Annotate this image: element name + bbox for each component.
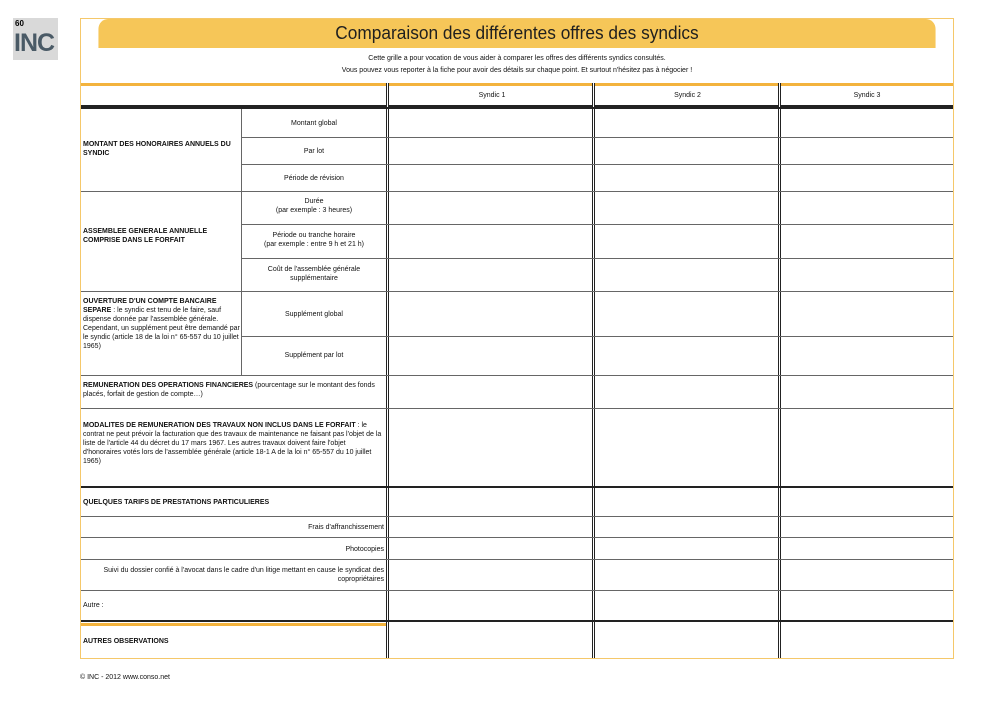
row-par-lot: Par lot: [303, 148, 325, 155]
column-separator: [778, 83, 781, 658]
section-compte-title: OUVERTURE D'UN COMPTE BANCAIRE SEPARE: [83, 298, 217, 314]
row-rule: [81, 537, 953, 538]
row-duree-line-1: Durée: [304, 198, 324, 205]
section-tarifs-label: QUELQUES TARIFS DE PRESTATIONS PARTICULIERES: [83, 499, 270, 506]
row-rule: [81, 516, 953, 517]
row-periode-horaire-line-2: (par exemple : entre 9 h et 21 h): [264, 241, 364, 248]
row-supplement-global: Supplément global: [285, 311, 343, 318]
row-rule: [81, 107, 953, 109]
row-rule: [81, 620, 953, 622]
sub-column-separator: [241, 107, 242, 291]
row-supplement-par-lot: Supplément par lot: [284, 352, 344, 359]
inc-logo: [13, 18, 58, 60]
column-separator: [592, 83, 595, 658]
column-header-syndic-1: Syndic 1: [478, 92, 506, 99]
section-remuneration-label: [83, 381, 383, 399]
row-periode-revision: Période de révision: [284, 175, 344, 182]
row-rule: [241, 224, 953, 225]
section-remuneration-text: (pourcentage sur le montant des fonds placés, forfait de gestion de compte…): [83, 382, 375, 398]
row-rule: [81, 590, 953, 591]
row-rule: [81, 559, 953, 560]
row-periode-horaire: [243, 231, 385, 249]
section-travaux-title: MODALITES DE REMUNERATION DES TRAVAUX NON INCLUS DANS LE FORFAIT: [83, 422, 356, 429]
row-photocopies: Photocopies: [345, 546, 384, 553]
row-autre: Autre :: [83, 602, 104, 609]
row-rule: [241, 258, 953, 259]
section-travaux-label: [83, 421, 383, 466]
sub-column-separator: [241, 291, 242, 375]
column-header-syndic-3: Syndic 3: [853, 92, 881, 99]
orange-rule: [81, 623, 386, 626]
footer-copyright: © INC - 2012 www.conso.net: [80, 674, 170, 681]
row-duree: [243, 197, 385, 215]
row-rule: [81, 408, 953, 409]
section-observations-label: AUTRES OBSERVATIONS: [83, 638, 169, 645]
row-rule: [241, 164, 953, 165]
row-duree-line-2: (par exemple : 3 heures): [275, 207, 353, 214]
section-assemblee-label: ASSEMBLEE GENERALE ANNUELLE COMPRISE DANS LE FORFAIT: [83, 228, 208, 244]
row-cout-assemblee-line-1: Coût de l'assemblée générale: [267, 266, 361, 273]
column-separator: [386, 83, 389, 658]
intro-text: [81, 49, 953, 83]
row-rule: [81, 375, 953, 376]
logo-number: 60: [15, 19, 24, 28]
row-frais-affranchissement: Frais d'affranchissement: [308, 524, 384, 531]
section-remuneration-title: REMUNERATION DES OPERATIONS FINANCIERES: [83, 382, 254, 389]
section-compte-label: [83, 297, 240, 351]
section-compte-text: : le syndic est tenu de le faire, sauf dispense donnée par l'assemblée générale. Cependant, un supplément peut être demandé par le syndic (article 18 de la loi n° 65-557 du 10 juillet 1965): [83, 307, 240, 350]
row-rule: [81, 486, 953, 488]
page-title: Comparaison des différentes offres des syndics: [98, 19, 935, 48]
row-suivi-avocat: Suivi du dossier confié à l'avocat dans le cadre d'un litige mettant en cause le syndicat des copropriétaires: [103, 567, 384, 583]
comparison-sheet: [80, 18, 954, 659]
row-rule: [241, 137, 953, 138]
orange-rule: [81, 83, 953, 86]
column-header-syndic-2: Syndic 2: [674, 92, 701, 99]
intro-line-2: Vous pouvez vous reporter à la fiche pour avoir des détails sur chaque point. Et surtout n'hésitez pas à négocier !: [341, 67, 693, 74]
row-periode-horaire-line-1: Période ou tranche horaire: [272, 232, 356, 239]
row-rule: [81, 291, 953, 292]
row-rule: [241, 336, 953, 337]
row-rule: [81, 191, 953, 192]
logo-word: INC: [14, 29, 55, 57]
row-montant-global: Montant global: [291, 120, 337, 127]
section-travaux-text: : le contrat ne peut prévoir la facturation que des travaux de maintenance ne faisant pas l'objet de la liste de l'article 44 du décret du 17 mars 1967. Les autres travaux doivent faire l'objet d'honoraires votés lors de l'assemblée générale (article 18-1 A de la loi n° 65-557 du 10 juillet 1965): [83, 422, 382, 465]
row-cout-assemblee: [243, 265, 385, 283]
section-honoraires-label: MONTANT DES HONORAIRES ANNUELS DU SYNDIC: [83, 141, 231, 157]
row-cout-assemblee-line-2: supplémentaire: [290, 275, 338, 282]
intro-line-1: Cette grille a pour vocation de vous aider à comparer les offres des différents syndics consultés.: [368, 55, 666, 62]
